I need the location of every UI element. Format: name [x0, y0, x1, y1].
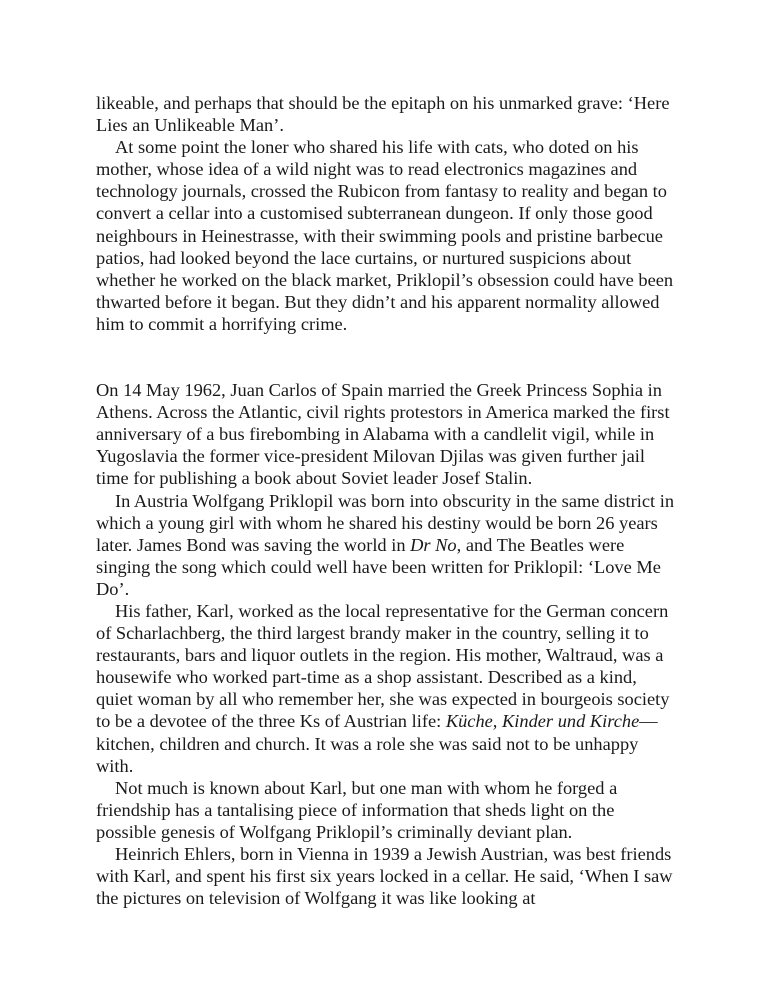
paragraph-birth [96, 490, 676, 600]
paragraph-rubicon: At some point the loner who shared his life with cats, who doted on his mother, whose idea of a wild night was to read electronics magazines and technology journals, crossed the Rubicon from fantasy to reality and began to convert a cellar into a customised subterranean dungeon. If only those good neighbours in Heinestrasse, with their swimming pools and pristine barbecue patios, had looked beyond the lace curtains, or nurtured suspicions about whether he worked on the black market, Priklopil’s obsession could have been thwarted before it began. But they didn’t and his apparent normality allowed him to commit a horrifying crime. [96, 137, 674, 334]
paragraph-karl-friendship: Not much is known about Karl, but one man with whom he forged a friendship has a tantalising piece of information that sheds light on the possible genesis of Wolfgang Priklopil’s criminally deviant plan. [96, 777, 618, 842]
paragraph-parents-text-2: —kitchen, children and church. It was a role she was said not to be unhappy with. [96, 711, 658, 776]
paragraph-birth-text-1: In Austria Wolfgang Priklopil was born into obscurity in the same district in which a young girl with whom he shared his destiny would be born 26 years later. James Bond was saving the world in [96, 490, 675, 555]
paragraph-1962-events: On 14 May 1962, Juan Carlos of Spain married the Greek Princess Sophia in Athens. Across the Atlantic, civil rights protestors in America marked the first anniversary of a bus firebombing in Alabama with a candlelit vigil, while in Yugoslavia the former vice-president Milovan Djilas was given further jail time for publishing a book about Soviet leader Josef Stalin. [96, 380, 670, 489]
section-break [96, 335, 676, 379]
paragraph-birth-text-2: , and The Beatles were singing the song which could well have been written for Priklopil: ‘Love Me Do’. [96, 534, 661, 599]
german-phrase-italic: Küche, Kinder und Kirche [445, 711, 640, 732]
film-title-italic: Dr No [410, 534, 457, 555]
paragraph-parents-text-1: His father, Karl, worked as the local representative for the German concern of Scharlachberg, the third largest brandy maker in the country, selling it to restaurants, bars and liquor outlets in the region. His mother, Waltraud, was a housewife who worked part-time as a shop assistant. Described as a kind, quiet woman by all who remember her, she was expected in bourgeois society to be a devotee of the three Ks of Austrian life: [96, 600, 670, 732]
book-page [96, 92, 676, 909]
paragraph-parents [96, 600, 676, 777]
paragraph-heinrich-ehlers: Heinrich Ehlers, born in Vienna in 1939 a Jewish Austrian, was best friends with Karl, and spent his first six years locked in a cellar. He said, ‘When I saw the pictures on television of Wolfgang it was like looking at [96, 844, 673, 909]
paragraph-epitaph: likeable, and perhaps that should be the epitaph on his unmarked grave: ‘Here Lies an Unlikeable Man’. [96, 93, 670, 136]
